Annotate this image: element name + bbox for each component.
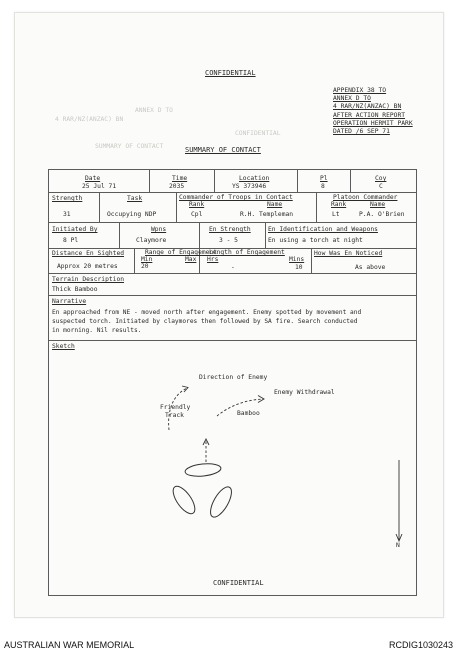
terrain-value: Thick Bamboo [52,286,98,293]
noticed-value: As above [355,264,386,271]
bleed-through-text: SUMMARY OF CONTACT [95,143,164,150]
narrative-line: in morning. Nil results. [52,327,142,334]
appendix-reference [333,87,413,136]
hours-value: - [231,264,235,271]
minutes-value: 10 [295,264,303,271]
weapons-value: Claymore [136,237,167,244]
appendix-line: DATED /6 SEP 71 [333,128,390,136]
document-page [14,12,444,618]
platoon-commander-rank: Lt [332,211,340,218]
contact-form [48,169,417,596]
distance-value: Approx 20 metres [57,263,118,270]
company-value: C [379,183,383,190]
distance-label: Distance En Sighted [52,250,125,257]
date-value: 25 Jul 71 [82,183,117,190]
task-label: Task [127,195,143,202]
hours-label: Hrs [207,256,219,263]
platoon-value: 8 [321,183,325,190]
date-label: Date [85,175,101,182]
classification-top: CONFIDENTIAL [205,69,256,77]
track-label: Track [165,412,184,419]
time-value: 2035 [169,183,185,190]
rank-label: Rank [331,201,347,208]
contact-sketch [49,350,416,590]
initiated-label: Initiated By [52,226,98,233]
enemy-withdrawal-label: Enemy Withdrawal [274,389,335,396]
appendix-line: AFTER ACTION REPORT [333,111,406,119]
name-label: Name [370,201,386,208]
rank-label: Rank [189,201,205,208]
strength-value: 31 [63,211,71,218]
classification-bottom: CONFIDENTIAL [213,579,264,587]
enemy-identification-value: En using a torch at night [268,237,363,244]
archive-footer [0,632,457,654]
archive-name: AUSTRALIAN WAR MEMORIAL [4,640,135,650]
location-label: Location [239,175,270,182]
company-label: Coy [375,175,387,182]
range-label: Range of Engagement [145,249,218,256]
bleed-through-text: ANNEX D TO [135,107,173,114]
appendix-line: OPERATION HERMIT PARK [333,119,413,127]
narrative-text [52,308,361,335]
platoon-commander-name: P.A. O'Brien [359,211,405,218]
enemy-strength-label: En Strength [209,226,251,233]
range-max-label: Max [185,256,197,263]
task-value: Occupying NDP [107,211,157,218]
friendly-label: Friendly [160,404,191,411]
commander-rank: Cpl [191,211,203,218]
appendix-line: ANNEX D TO [333,95,371,103]
terrain-label: Terrain Description [52,276,125,283]
bamboo-label: Bamboo [237,410,260,417]
sketch-label: Sketch [52,343,75,350]
bleed-through-text: 4 RAR/NZ(ANZAC) BN [55,116,124,123]
name-label: Name [267,201,283,208]
north-label: N [396,542,400,549]
range-min-value: 20 [141,263,149,270]
claymore-position [169,483,199,517]
enemy-identification-label: En Identification and Weapons [268,226,378,233]
direction-of-enemy-label: Direction of Enemy [199,374,268,381]
narrative-line: suspected torch. Initiated by claymores then followed by SA fire. Search conducted [52,318,358,325]
bleed-through-text: CONFIDENTIAL [235,130,281,137]
platoon-commander-label: Platoon Commander [333,194,398,201]
claymore-position [184,462,221,478]
commander-name: R.H. Templeman [240,211,294,218]
form-title: SUMMARY OF CONTACT [185,146,261,154]
time-label: Time [172,175,188,182]
initiated-value: 8 Pl [63,237,79,244]
enemy-strength-value: 3 - 5 [219,237,238,244]
length-label: Length of Engagement [209,249,285,256]
noticed-label: How Was En Noticed [314,250,383,257]
location-value: YS 373946 [232,183,267,190]
claymore-position [206,484,235,520]
range-min-label: Min [141,256,153,263]
weapons-label: Wpns [151,226,167,233]
appendix-line: 4 RAR/NZ(ANZAC) BN [333,103,402,111]
platoon-label: Pl [320,175,328,182]
strength-label: Strength [52,195,83,202]
minutes-label: Mins [289,256,305,263]
archive-reference: RCDIG1030243 [388,640,453,650]
narrative-label: Narrative [52,298,87,305]
commander-label: Commander of Troops in Contact [179,194,293,201]
appendix-line: APPENDIX 38 TO [333,87,387,94]
narrative-line: En approached from NE - moved north after engagement. Enemy spotted by movement and [52,309,362,316]
